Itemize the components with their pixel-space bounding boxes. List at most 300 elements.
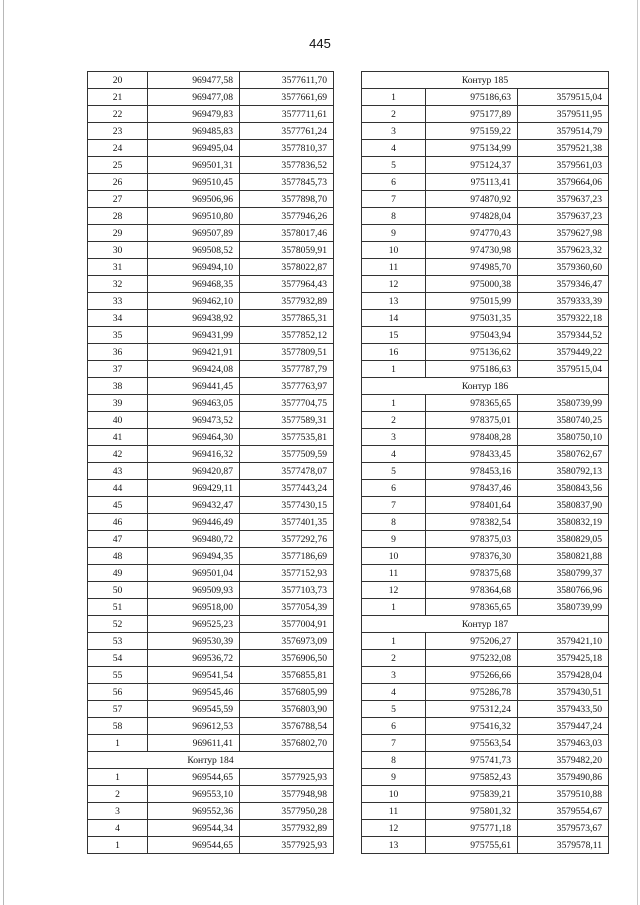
x-coordinate: 969508,52 <box>148 242 240 259</box>
y-coordinate: 3580821,88 <box>518 548 609 565</box>
table-row <box>362 208 609 225</box>
point-number: 3 <box>362 123 426 140</box>
x-coordinate: 975839,21 <box>426 786 518 803</box>
point-number: 33 <box>88 293 148 310</box>
point-number: 2 <box>362 650 426 667</box>
point-number: 12 <box>362 276 426 293</box>
x-coordinate: 969431,99 <box>148 327 240 344</box>
table-row <box>362 531 609 548</box>
point-number: 4 <box>362 684 426 701</box>
y-coordinate: 3579449,22 <box>518 344 609 361</box>
table-row <box>88 259 334 276</box>
point-number: 3 <box>362 429 426 446</box>
table-row <box>88 361 334 378</box>
point-number: 27 <box>88 191 148 208</box>
point-number: 49 <box>88 565 148 582</box>
point-number: 42 <box>88 446 148 463</box>
x-coordinate: 969544,65 <box>148 837 240 854</box>
point-number: 23 <box>88 123 148 140</box>
table-row <box>88 242 334 259</box>
point-number: 7 <box>362 191 426 208</box>
y-coordinate: 3577704,75 <box>240 395 334 412</box>
point-number: 1 <box>362 599 426 616</box>
x-coordinate: 969420,87 <box>148 463 240 480</box>
point-number: 11 <box>362 803 426 820</box>
contour-title: Контур 184 <box>88 752 334 769</box>
table-row <box>88 191 334 208</box>
x-coordinate: 969494,35 <box>148 548 240 565</box>
point-number: 36 <box>88 344 148 361</box>
point-number: 58 <box>88 718 148 735</box>
x-coordinate: 969506,96 <box>148 191 240 208</box>
coordinates-table-right <box>361 71 609 854</box>
y-coordinate: 3580843,56 <box>518 480 609 497</box>
y-coordinate: 3577054,39 <box>240 599 334 616</box>
y-coordinate: 3579573,67 <box>518 820 609 837</box>
y-coordinate: 3577611,70 <box>240 72 334 89</box>
y-coordinate: 3579627,98 <box>518 225 609 242</box>
table-row <box>362 276 609 293</box>
y-coordinate: 3577711,61 <box>240 106 334 123</box>
table-row <box>88 225 334 242</box>
point-number: 43 <box>88 463 148 480</box>
table-row <box>88 106 334 123</box>
point-number: 8 <box>362 208 426 225</box>
y-coordinate: 3577809,51 <box>240 344 334 361</box>
contour-title: Контур 187 <box>362 616 609 633</box>
point-number: 6 <box>362 174 426 191</box>
table-row <box>362 735 609 752</box>
x-coordinate: 978375,03 <box>426 531 518 548</box>
contour-header-row <box>362 378 609 395</box>
y-coordinate: 3580799,37 <box>518 565 609 582</box>
table-row <box>362 514 609 531</box>
point-number: 7 <box>362 497 426 514</box>
table-row <box>88 514 334 531</box>
coordinates-table-left <box>87 71 334 854</box>
table-row <box>88 463 334 480</box>
point-number: 38 <box>88 378 148 395</box>
y-coordinate: 3577443,24 <box>240 480 334 497</box>
point-number: 50 <box>88 582 148 599</box>
x-coordinate: 975124,37 <box>426 157 518 174</box>
table-row <box>88 565 334 582</box>
table-row <box>362 191 609 208</box>
y-coordinate: 3579433,50 <box>518 701 609 718</box>
x-coordinate: 975852,43 <box>426 769 518 786</box>
point-number: 54 <box>88 650 148 667</box>
point-number: 8 <box>362 514 426 531</box>
point-number: 35 <box>88 327 148 344</box>
x-coordinate: 975177,89 <box>426 106 518 123</box>
y-coordinate: 3579515,04 <box>518 361 609 378</box>
x-coordinate: 969501,04 <box>148 565 240 582</box>
y-coordinate: 3577964,43 <box>240 276 334 293</box>
point-number: 5 <box>362 463 426 480</box>
x-coordinate: 969438,92 <box>148 310 240 327</box>
point-number: 22 <box>88 106 148 123</box>
x-coordinate: 978453,16 <box>426 463 518 480</box>
point-number: 9 <box>362 769 426 786</box>
point-number: 4 <box>88 820 148 837</box>
contour-title: Контур 186 <box>362 378 609 395</box>
x-coordinate: 969545,46 <box>148 684 240 701</box>
y-coordinate: 3579515,04 <box>518 89 609 106</box>
x-coordinate: 969485,83 <box>148 123 240 140</box>
x-coordinate: 975755,61 <box>426 837 518 854</box>
y-coordinate: 3577810,37 <box>240 140 334 157</box>
table-row <box>362 837 609 854</box>
x-coordinate: 975015,99 <box>426 293 518 310</box>
y-coordinate: 3576855,81 <box>240 667 334 684</box>
point-number: 4 <box>362 140 426 157</box>
table-row <box>362 803 609 820</box>
y-coordinate: 3579425,18 <box>518 650 609 667</box>
table-row <box>88 72 334 89</box>
x-coordinate: 969421,91 <box>148 344 240 361</box>
contour-header-row <box>362 72 609 89</box>
y-coordinate: 3577932,89 <box>240 820 334 837</box>
table-row <box>88 378 334 395</box>
point-number: 9 <box>362 225 426 242</box>
x-coordinate: 969479,83 <box>148 106 240 123</box>
table-row <box>362 752 609 769</box>
y-coordinate: 3579463,03 <box>518 735 609 752</box>
table-row <box>362 327 609 344</box>
table-row <box>88 293 334 310</box>
x-coordinate: 969509,93 <box>148 582 240 599</box>
point-number: 1 <box>88 735 148 752</box>
x-coordinate: 975136,62 <box>426 344 518 361</box>
y-coordinate: 3577430,15 <box>240 497 334 514</box>
x-coordinate: 969544,34 <box>148 820 240 837</box>
y-coordinate: 3579511,95 <box>518 106 609 123</box>
point-number: 1 <box>88 837 148 854</box>
y-coordinate: 3577761,24 <box>240 123 334 140</box>
x-coordinate: 978364,68 <box>426 582 518 599</box>
x-coordinate: 969462,10 <box>148 293 240 310</box>
point-number: 30 <box>88 242 148 259</box>
table-row <box>88 480 334 497</box>
x-coordinate: 978382,54 <box>426 514 518 531</box>
x-coordinate: 978375,01 <box>426 412 518 429</box>
x-coordinate: 969494,10 <box>148 259 240 276</box>
point-number: 3 <box>88 803 148 820</box>
y-coordinate: 3580739,99 <box>518 395 609 412</box>
table-row <box>362 412 609 429</box>
table-row <box>362 684 609 701</box>
table-row <box>362 123 609 140</box>
table-row <box>362 157 609 174</box>
table-row <box>88 412 334 429</box>
x-coordinate: 974828,04 <box>426 208 518 225</box>
x-coordinate: 969424,08 <box>148 361 240 378</box>
y-coordinate: 3579490,86 <box>518 769 609 786</box>
y-coordinate: 3576802,70 <box>240 735 334 752</box>
x-coordinate: 969612,53 <box>148 718 240 735</box>
x-coordinate: 969468,35 <box>148 276 240 293</box>
y-coordinate: 3579637,23 <box>518 191 609 208</box>
table-row <box>362 429 609 446</box>
x-coordinate: 975113,41 <box>426 174 518 191</box>
scan-edge-left <box>3 0 4 905</box>
y-coordinate: 3580766,96 <box>518 582 609 599</box>
x-coordinate: 969518,00 <box>148 599 240 616</box>
point-number: 6 <box>362 480 426 497</box>
x-coordinate: 975134,99 <box>426 140 518 157</box>
y-coordinate: 3579428,04 <box>518 667 609 684</box>
table-row <box>362 667 609 684</box>
y-coordinate: 3576803,90 <box>240 701 334 718</box>
x-coordinate: 975031,35 <box>426 310 518 327</box>
y-coordinate: 3579430,51 <box>518 684 609 701</box>
x-coordinate: 969480,72 <box>148 531 240 548</box>
y-coordinate: 3577763,97 <box>240 378 334 395</box>
contour-header-row <box>88 752 334 769</box>
y-coordinate: 3577932,89 <box>240 293 334 310</box>
y-coordinate: 3577535,81 <box>240 429 334 446</box>
y-coordinate: 3579482,20 <box>518 752 609 769</box>
table-row <box>362 582 609 599</box>
y-coordinate: 3579521,38 <box>518 140 609 157</box>
table-row <box>362 395 609 412</box>
table-row <box>362 633 609 650</box>
y-coordinate: 3578059,91 <box>240 242 334 259</box>
y-coordinate: 3577946,26 <box>240 208 334 225</box>
x-coordinate: 975312,24 <box>426 701 518 718</box>
point-number: 14 <box>362 310 426 327</box>
table-row <box>88 276 334 293</box>
y-coordinate: 3577004,91 <box>240 616 334 633</box>
x-coordinate: 975206,27 <box>426 633 518 650</box>
y-coordinate: 3579333,39 <box>518 293 609 310</box>
table-row <box>88 446 334 463</box>
table-row <box>362 242 609 259</box>
point-number: 11 <box>362 259 426 276</box>
x-coordinate: 975186,63 <box>426 89 518 106</box>
table-row <box>362 259 609 276</box>
table-row <box>88 667 334 684</box>
y-coordinate: 3579360,60 <box>518 259 609 276</box>
x-coordinate: 969530,39 <box>148 633 240 650</box>
x-coordinate: 974770,43 <box>426 225 518 242</box>
y-coordinate: 3579578,11 <box>518 837 609 854</box>
y-coordinate: 3577401,35 <box>240 514 334 531</box>
point-number: 48 <box>88 548 148 565</box>
point-number: 34 <box>88 310 148 327</box>
x-coordinate: 969510,45 <box>148 174 240 191</box>
table-row <box>88 820 334 837</box>
y-coordinate: 3579344,52 <box>518 327 609 344</box>
y-coordinate: 3576973,09 <box>240 633 334 650</box>
point-number: 2 <box>362 106 426 123</box>
y-coordinate: 3577865,31 <box>240 310 334 327</box>
x-coordinate: 969545,59 <box>148 701 240 718</box>
table-row <box>88 531 334 548</box>
y-coordinate: 3579664,06 <box>518 174 609 191</box>
x-coordinate: 975741,73 <box>426 752 518 769</box>
x-coordinate: 975286,78 <box>426 684 518 701</box>
table-row <box>362 463 609 480</box>
table-row <box>362 565 609 582</box>
y-coordinate: 3580740,25 <box>518 412 609 429</box>
table-row <box>362 769 609 786</box>
point-number: 39 <box>88 395 148 412</box>
x-coordinate: 974730,98 <box>426 242 518 259</box>
table-row <box>88 718 334 735</box>
y-coordinate: 3579322,18 <box>518 310 609 327</box>
x-coordinate: 969446,49 <box>148 514 240 531</box>
point-number: 1 <box>362 633 426 650</box>
point-number: 45 <box>88 497 148 514</box>
y-coordinate: 3577948,98 <box>240 786 334 803</box>
x-coordinate: 969544,65 <box>148 769 240 786</box>
table-row <box>88 582 334 599</box>
point-number: 53 <box>88 633 148 650</box>
table-row <box>88 327 334 344</box>
point-number: 52 <box>88 616 148 633</box>
x-coordinate: 978401,64 <box>426 497 518 514</box>
y-coordinate: 3580829,05 <box>518 531 609 548</box>
table-row <box>362 446 609 463</box>
x-coordinate: 975159,22 <box>426 123 518 140</box>
y-coordinate: 3577898,70 <box>240 191 334 208</box>
point-number: 21 <box>88 89 148 106</box>
point-number: 44 <box>88 480 148 497</box>
table-row <box>88 429 334 446</box>
y-coordinate: 3576788,54 <box>240 718 334 735</box>
point-number: 1 <box>362 89 426 106</box>
y-coordinate: 3577103,73 <box>240 582 334 599</box>
table-row <box>362 106 609 123</box>
table-row <box>88 395 334 412</box>
table-row <box>88 310 334 327</box>
y-coordinate: 3579637,23 <box>518 208 609 225</box>
x-coordinate: 978365,65 <box>426 599 518 616</box>
table-row <box>88 344 334 361</box>
x-coordinate: 978375,68 <box>426 565 518 582</box>
y-coordinate: 3577925,93 <box>240 837 334 854</box>
point-number: 12 <box>362 820 426 837</box>
point-number: 16 <box>362 344 426 361</box>
x-coordinate: 969501,31 <box>148 157 240 174</box>
x-coordinate: 969477,08 <box>148 89 240 106</box>
x-coordinate: 969510,80 <box>148 208 240 225</box>
table-row <box>88 786 334 803</box>
point-number: 4 <box>362 446 426 463</box>
y-coordinate: 3577152,93 <box>240 565 334 582</box>
point-number: 9 <box>362 531 426 548</box>
point-number: 37 <box>88 361 148 378</box>
point-number: 6 <box>362 718 426 735</box>
point-number: 1 <box>362 395 426 412</box>
x-coordinate: 969441,45 <box>148 378 240 395</box>
point-number: 8 <box>362 752 426 769</box>
table-row <box>362 310 609 327</box>
x-coordinate: 975186,63 <box>426 361 518 378</box>
y-coordinate: 3580739,99 <box>518 599 609 616</box>
x-coordinate: 974870,92 <box>426 191 518 208</box>
x-coordinate: 975232,08 <box>426 650 518 667</box>
table-row <box>362 701 609 718</box>
y-coordinate: 3577478,07 <box>240 463 334 480</box>
point-number: 13 <box>362 293 426 310</box>
x-coordinate: 975266,66 <box>426 667 518 684</box>
y-coordinate: 3577661,69 <box>240 89 334 106</box>
point-number: 47 <box>88 531 148 548</box>
point-number: 13 <box>362 837 426 854</box>
x-coordinate: 978365,65 <box>426 395 518 412</box>
table-row <box>362 786 609 803</box>
x-coordinate: 978433,45 <box>426 446 518 463</box>
y-coordinate: 3576906,50 <box>240 650 334 667</box>
point-number: 32 <box>88 276 148 293</box>
point-number: 56 <box>88 684 148 701</box>
y-coordinate: 3578022,87 <box>240 259 334 276</box>
x-coordinate: 969477,58 <box>148 72 240 89</box>
point-number: 10 <box>362 548 426 565</box>
scan-edge-right <box>637 0 638 905</box>
x-coordinate: 969611,41 <box>148 735 240 752</box>
point-number: 5 <box>362 701 426 718</box>
table-row <box>88 837 334 854</box>
table-row <box>88 123 334 140</box>
x-coordinate: 969536,72 <box>148 650 240 667</box>
y-coordinate: 3579447,24 <box>518 718 609 735</box>
x-coordinate: 969463,05 <box>148 395 240 412</box>
x-coordinate: 969464,30 <box>148 429 240 446</box>
x-coordinate: 978408,28 <box>426 429 518 446</box>
table-row <box>88 140 334 157</box>
x-coordinate: 975043,94 <box>426 327 518 344</box>
table-row <box>88 157 334 174</box>
point-number: 57 <box>88 701 148 718</box>
y-coordinate: 3580832,19 <box>518 514 609 531</box>
point-number: 7 <box>362 735 426 752</box>
y-coordinate: 3579514,79 <box>518 123 609 140</box>
point-number: 28 <box>88 208 148 225</box>
point-number: 2 <box>88 786 148 803</box>
y-coordinate: 3577845,73 <box>240 174 334 191</box>
x-coordinate: 974985,70 <box>426 259 518 276</box>
x-coordinate: 975801,32 <box>426 803 518 820</box>
point-number: 2 <box>362 412 426 429</box>
point-number: 40 <box>88 412 148 429</box>
point-number: 29 <box>88 225 148 242</box>
table-row <box>88 599 334 616</box>
table-row <box>88 208 334 225</box>
table-row <box>88 684 334 701</box>
y-coordinate: 3577836,52 <box>240 157 334 174</box>
y-coordinate: 3577925,93 <box>240 769 334 786</box>
table-row <box>88 548 334 565</box>
table-row <box>88 174 334 191</box>
point-number: 10 <box>362 242 426 259</box>
x-coordinate: 969495,04 <box>148 140 240 157</box>
table-row <box>88 701 334 718</box>
y-coordinate: 3579561,03 <box>518 157 609 174</box>
point-number: 12 <box>362 582 426 599</box>
point-number: 25 <box>88 157 148 174</box>
y-coordinate: 3579421,10 <box>518 633 609 650</box>
point-number: 26 <box>88 174 148 191</box>
y-coordinate: 3576805,99 <box>240 684 334 701</box>
x-coordinate: 969552,36 <box>148 803 240 820</box>
point-number: 10 <box>362 786 426 803</box>
table-body <box>88 72 334 854</box>
point-number: 11 <box>362 565 426 582</box>
contour-title: Контур 185 <box>362 72 609 89</box>
